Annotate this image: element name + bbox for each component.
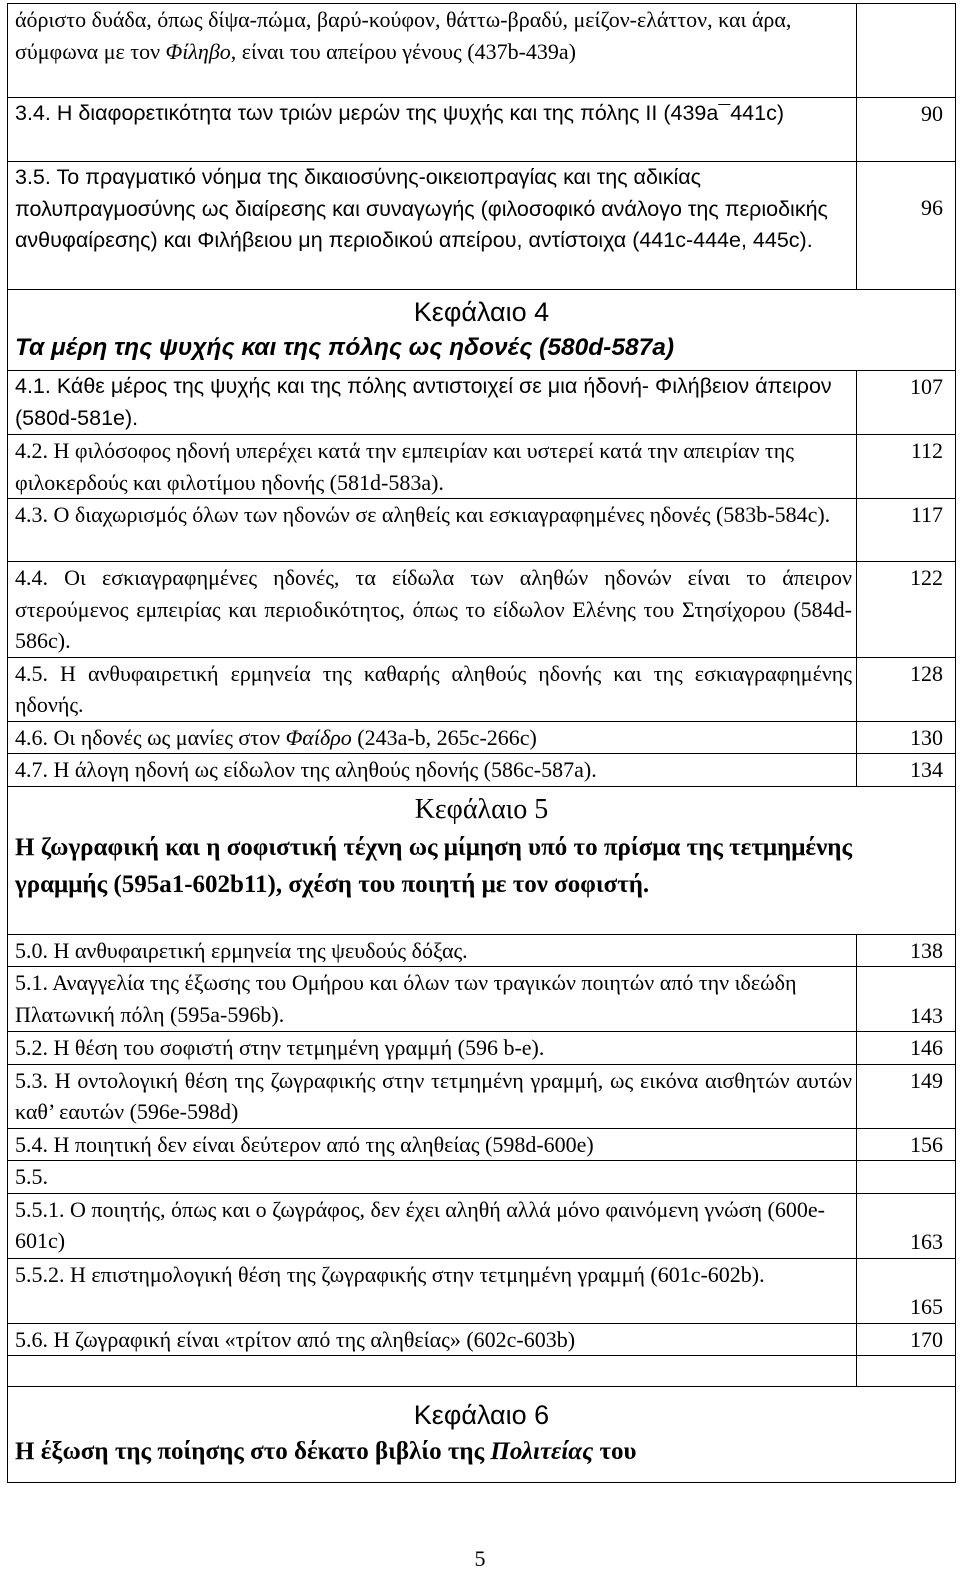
entry-text: 5.6. Η ζωγραφική είναι «τρίτον από της αληθείας» (602c-603b) — [8, 1323, 857, 1356]
entry-text: 4.3. Ο διαχωρισμός όλων των ηδονών σε αληθείς και εσκιαγραφημένες ηδονές (583b-584c). — [8, 499, 857, 562]
chapter-row — [8, 786, 956, 934]
chapter-subtitle: Η έξωση της ποίησης στο δέκατο βιβλίο της Πολιτείας του — [15, 1438, 637, 1465]
table-row — [8, 1161, 956, 1194]
table-row — [8, 967, 956, 1032]
entry-text: 4.7. Η άλογη ηδονή ως είδωλον της αληθούς ηδονής (586c-587a). — [8, 754, 857, 787]
entry-page: 90 — [857, 98, 956, 162]
table-row — [8, 1323, 956, 1356]
table-row — [8, 1064, 956, 1128]
entry-text: 4.2. Η φιλόσοφος ηδονή υπερέχει κατά την εμπειρίαν και υστερεί κατά την απειρίαν της φιλοκερδούς και φιλοτίμου ηδονής (581d-583a). — [8, 435, 857, 499]
page-number: 5 — [474, 1546, 486, 1571]
table-row — [8, 1032, 956, 1065]
table-row — [8, 562, 956, 658]
table-row — [8, 162, 956, 290]
table-row — [8, 499, 956, 562]
entry-text — [8, 1356, 857, 1387]
entry-page: 107 — [857, 371, 956, 435]
entry-text: άόριστο δυάδα, όπως δίψα-πώμα, βαρύ-κούφον, θάττω-βραδύ, μείζον-ελάττον, και άρα, σύμφωνα με τον Φίληβο, είναι του απείρου γένους (437b-439a) — [8, 4, 857, 98]
table-row — [8, 435, 956, 499]
entry-text: 4.5. Η ανθυφαιρετική ερμηνεία της καθαρής αληθούς ηδονής και της εσκιαγραφημένης ηδονής. — [8, 657, 857, 721]
table-row — [8, 1356, 956, 1387]
entry-text: 4.6. Οι ηδονές ως μανίες στον Φαίδρο (243a-b, 265c-266c) — [8, 721, 857, 754]
entry-page: 130 — [857, 721, 956, 754]
table-row — [8, 721, 956, 754]
entry-page: 96 — [857, 162, 956, 290]
entry-page: 134 — [857, 754, 956, 787]
chapter-subtitle: Τα μέρη της ψυχής και της πόλης ως ηδονές (580d-587a) — [15, 334, 674, 361]
entry-text: 5.4. Η ποιητική δεν είναι δεύτερον από της αληθείας (598d-600e) — [8, 1128, 857, 1161]
table-row — [8, 934, 956, 967]
entry-page: 149 — [857, 1064, 956, 1128]
entry-page: 146 — [857, 1032, 956, 1065]
table-row — [8, 4, 956, 98]
entry-page — [857, 4, 956, 98]
entry-page: 156 — [857, 1128, 956, 1161]
chapter-title: Κεφάλαιο 6 — [413, 1400, 550, 1430]
entry-page — [857, 1161, 956, 1194]
entry-text: 5.5.1. Ο ποιητής, όπως και ο ζωγράφος, δεν έχει αληθή αλλά μόνο φαινόμενη γνώση (600e-601c) — [8, 1193, 857, 1258]
entry-text: 4.1. Κάθε μέρος της ψυχής και της πόλης αντιστοιχεί σε μια ήδονή- Φιλήβειον άπειρον (580d-581e). — [8, 371, 857, 435]
entry-page: 143 — [857, 967, 956, 1032]
entry-page: 165 — [857, 1258, 956, 1323]
entry-page: 163 — [857, 1193, 956, 1258]
entry-text: 5.1. Αναγγελία της έξωσης του Ομήρου και όλων των τραγικών ποιητών από την ιδεώδη Πλατωνική πόλη (595a-596b). — [8, 967, 857, 1032]
table-row — [8, 657, 956, 721]
entry-page: 117 — [857, 499, 956, 562]
table-of-contents — [7, 3, 956, 1483]
entry-text: 5.5. — [8, 1161, 857, 1194]
entry-page: 138 — [857, 934, 956, 967]
chapter-heading — [8, 786, 956, 934]
table-row — [8, 98, 956, 162]
chapter-title: Κεφάλαιο 5 — [414, 793, 549, 825]
entry-page: 128 — [857, 657, 956, 721]
entry-text: 5.5.2. Η επιστημολογική θέση της ζωγραφικής στην τετμημένη γραμμή (601c-602b). — [8, 1258, 857, 1323]
chapter-row — [8, 1387, 956, 1483]
table-row — [8, 1258, 956, 1323]
entry-text: 5.3. Η οντολογική θέση της ζωγραφικής στην τετμημένη γραμμή, ως εικόνα αισθητών αυτών καθ’ εαυτών (596e-598d) — [8, 1064, 857, 1128]
entry-text: 3.5. Το πραγματικό νόημα της δικαιοσύνης-οικειοπραγίας και της αδικίας πολυπραγμοσύνης ως διαίρεσης και συναγωγής (φιλοσοφικό ανάλογο της περιοδικής ανθυφαίρεσης) και Φιλήβειου μη περιοδικού απείρου, αντίστοιχα (441c-444e, 445c). — [8, 162, 857, 290]
entry-page: 170 — [857, 1323, 956, 1356]
chapter-subtitle: Η ζωγραφική και η σοφιστική τέχνη ως μίμηση υπό το πρίσμα της τετμημένης γραμμής (595a1-602b11), σχέση του ποιητή με τον σοφιστή. — [15, 833, 853, 898]
chapter-heading — [8, 290, 956, 371]
entry-text: 5.0. Η ανθυφαιρετική ερμηνεία της ψευδούς δόξας. — [8, 934, 857, 967]
table-row — [8, 1193, 956, 1258]
table-row — [8, 1128, 956, 1161]
entry-page — [857, 1356, 956, 1387]
entry-page: 122 — [857, 562, 956, 658]
table-row — [8, 754, 956, 787]
entry-text: 3.4. Η διαφορετικότητα των τριών μερών της ψυχής και της πόλης ΙΙ (439a¯441c) — [8, 98, 857, 162]
chapter-heading — [8, 1387, 956, 1483]
chapter-row — [8, 290, 956, 371]
table-row — [8, 371, 956, 435]
entry-text: 5.2. Η θέση του σοφιστή στην τετμημένη γραμμή (596 b-e). — [8, 1032, 857, 1065]
entry-text: 4.4. Οι εσκιαγραφημένες ηδονές, τα είδωλα των αληθών ηδονών είναι το άπειρον στερούμενος εμπειρίας και περιοδικότητος, όπως το είδωλον Ελένης του Στησίχορου (584d-586c). — [8, 562, 857, 658]
entry-page: 112 — [857, 435, 956, 499]
chapter-title: Κεφάλαιο 4 — [413, 297, 550, 327]
